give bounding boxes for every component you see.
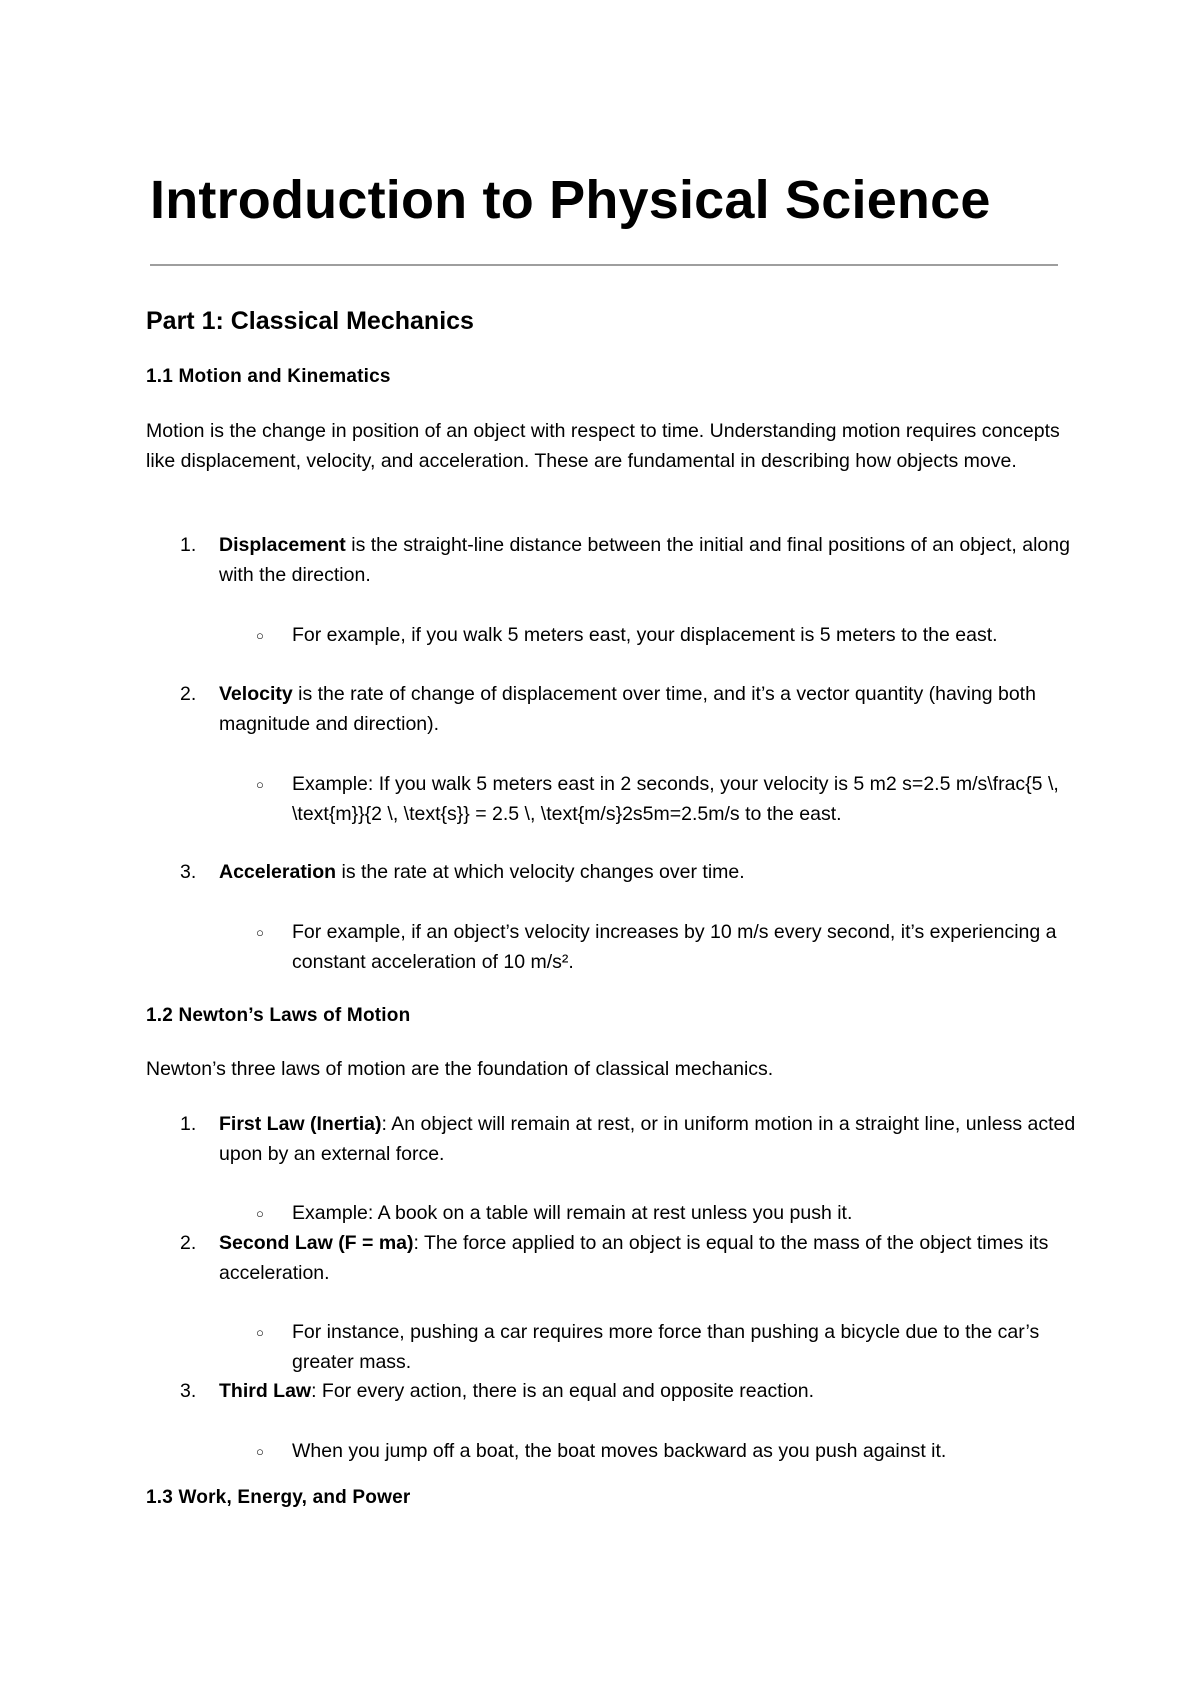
list-item-text: : The force applied to an object is equal to the mass of the object times its acceleration. bbox=[219, 1232, 1049, 1284]
section-heading-1-1: 1.1 Motion and Kinematics bbox=[146, 366, 391, 387]
bullet-marker: ○ bbox=[256, 628, 264, 643]
bullet-marker: ○ bbox=[256, 1206, 264, 1221]
list-item-text: is the rate at which velocity changes over time. bbox=[336, 861, 745, 883]
list-number: 2. bbox=[180, 683, 197, 705]
list-item-text: : For every action, there is an equal and opposite reaction. bbox=[311, 1380, 815, 1402]
title-divider bbox=[150, 264, 1058, 266]
bullet-marker: ○ bbox=[256, 1325, 264, 1340]
bullet-marker: ○ bbox=[256, 925, 264, 940]
list-number: 1. bbox=[180, 1113, 197, 1135]
list-sub-item: For example, if an object’s velocity increases by 10 m/s every second, it’s experiencing a constant acceleration of 10 m/s². bbox=[292, 921, 1057, 973]
list-item-term: Displacement bbox=[219, 534, 346, 556]
list-sub-item: For instance, pushing a car requires more force than pushing a bicycle due to the car’s greater mass. bbox=[292, 1321, 1040, 1373]
list-item-term: Acceleration bbox=[219, 861, 337, 883]
list-item-term: Velocity bbox=[219, 683, 293, 705]
list-item bbox=[219, 531, 1079, 590]
list-number: 3. bbox=[180, 1380, 197, 1402]
bullet-marker: ○ bbox=[256, 777, 264, 792]
part-heading: Part 1: Classical Mechanics bbox=[146, 307, 474, 335]
list-item bbox=[219, 858, 1079, 888]
list-item-text: : An object will remain at rest, or in uniform motion in a straight line, unless acted upon by an external force. bbox=[219, 1113, 1076, 1165]
document-title: Introduction to Physical Science bbox=[150, 170, 991, 230]
list-sub-item: For example, if you walk 5 meters east, your displacement is 5 meters to the east. bbox=[292, 624, 998, 646]
list-number: 1. bbox=[180, 534, 197, 556]
list-item-term: Third Law bbox=[219, 1380, 312, 1402]
list-item-term: First Law (Inertia) bbox=[219, 1113, 382, 1135]
list-sub-item: Example: If you walk 5 meters east in 2 seconds, your velocity is 5 m2 s=2.5 m/s\frac{5 \, \text{m}}{2 \, \text{s}} = 2.5 \, \text{m/s}2s5m=2.5m/s to the east. bbox=[292, 773, 1059, 825]
list-number: 2. bbox=[180, 1232, 197, 1254]
list-item-text: is the rate of change of displacement over time, and it’s a vector quantity (having both magnitude and direction). bbox=[219, 683, 1036, 735]
list-sub-item: When you jump off a boat, the boat moves backward as you push against it. bbox=[292, 1440, 947, 1462]
list-item bbox=[219, 1377, 1079, 1407]
section-1-1-intro: Motion is the change in position of an object with respect to time. Understanding motion requires concepts like displacement, velocity, and acceleration. These are fundamental in describing how objects move. bbox=[146, 420, 1060, 472]
list-item bbox=[219, 1110, 1079, 1169]
section-heading-1-3: 1.3 Work, Energy, and Power bbox=[146, 1487, 411, 1508]
list-item bbox=[219, 680, 1079, 739]
list-item bbox=[219, 1229, 1079, 1288]
list-item-term: Second Law (F = ma) bbox=[219, 1232, 414, 1254]
section-heading-1-2: 1.2 Newton’s Laws of Motion bbox=[146, 1005, 411, 1026]
list-item-text: is the straight-line distance between the initial and final positions of an object, along with the direction. bbox=[219, 534, 1070, 586]
list-number: 3. bbox=[180, 861, 197, 883]
bullet-marker: ○ bbox=[256, 1444, 264, 1459]
section-1-2-intro: Newton’s three laws of motion are the foundation of classical mechanics. bbox=[146, 1058, 774, 1080]
list-sub-item: Example: A book on a table will remain at rest unless you push it. bbox=[292, 1202, 853, 1224]
